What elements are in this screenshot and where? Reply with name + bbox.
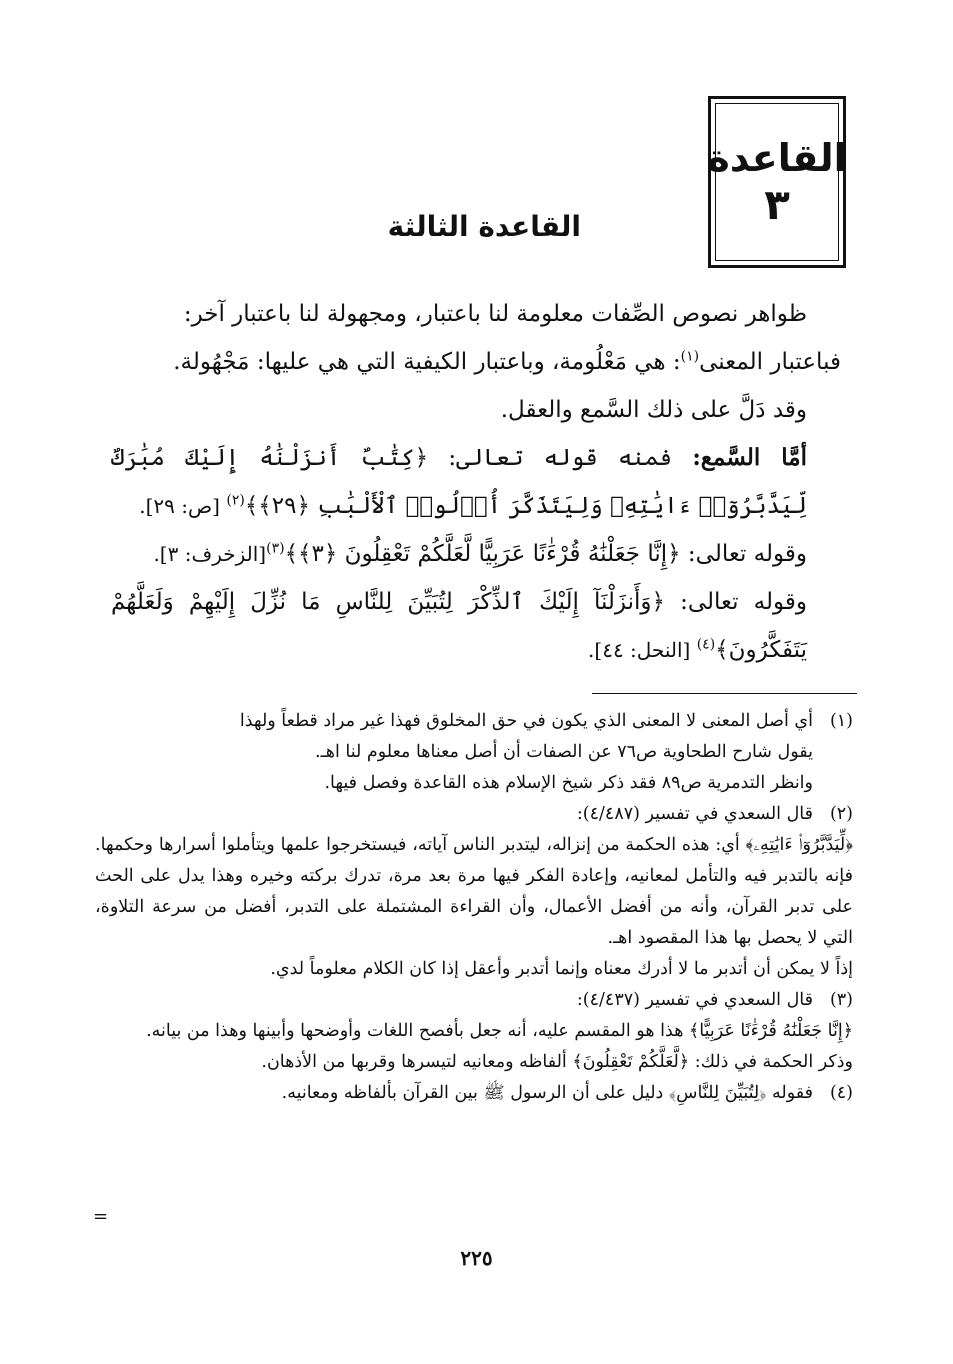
paragraph-4-lead: أمَّا السَّمع:: [692, 444, 807, 471]
rule-number-box-inner: [707, 103, 847, 261]
rule-box-word: القاعدة: [707, 136, 847, 181]
footnote-3-number: (٣): [829, 990, 853, 1010]
paragraph-2-text-a: فباعتبار المعنى: [699, 349, 841, 375]
paragraph-1: [111, 290, 841, 338]
main-text: [111, 290, 841, 674]
paragraph-3-text: وقد دَلَّ على ذلك السَّمع والعقل.: [500, 397, 807, 423]
footnote-2-line-3: إذاً لا يمكن أن أتدبر ما لا أدرك معناه وإنما أتدبر وأعقل إذا كان الكلام معلوماً لدي.: [270, 959, 853, 979]
paragraph-1-text: ظواهر نصوص الصِّفات معلومة لنا باعتبار، ومجهولة لنا باعتبار آخر:: [183, 301, 807, 327]
footnote-1-number: (١): [829, 711, 853, 731]
footnote-3: [95, 985, 853, 1078]
footnote-4-number: (٤): [829, 1083, 853, 1103]
footnote-1-line-1: أي أصل المعنى لا المعنى الذي يكون في حق المخلوق فهذا غير مراد قطعاً ولهذا: [239, 711, 813, 731]
footnote-3-line-1: قال السعدي في تفسير (٤/٤٣٧):: [576, 990, 813, 1010]
footnote-4: [95, 1078, 853, 1109]
footnotes: [95, 706, 853, 1109]
footnote-1-line-2: يقول شارح الطحاوية ص٧٦ عن الصفات أن أصل معناها معلوم لنا اهـ.: [315, 742, 813, 762]
footnote-3-line-2: ﴿إِنَّا جَعَلْنَٰهُ قُرْءَٰنًا عَرَبِيًّا﴾ هذا هو المقسم عليه، أنه جعل بأفصح اللغات وأوضحها وأبينها وهذا من بيانه.: [146, 1021, 853, 1041]
paragraph-4-citation: [ص: ٢٩].: [139, 494, 227, 518]
paragraph-5: [111, 530, 841, 578]
paragraph-2-text-b: : هي مَعْلُومة، وباعتبار الكيفية التي هي عليها: مَجْهُولة.: [173, 349, 681, 375]
footnote-ref-2[interactable]: (٢): [226, 492, 245, 509]
continuation-mark: =: [93, 1206, 109, 1227]
footnote-4-line-1: فقوله ﴿لِتُبَيِّنَ لِلنَّاسِ﴾ دليل على أن الرسول ﷺ بين القرآن بألفاظه ومعانيه.: [281, 1083, 813, 1103]
page-number: ٢٢٥: [460, 1246, 493, 1270]
paragraph-5-text: وقوله تعالى: ﴿إِنَّا جَعَلْنَٰهُ قُرْءَٰنًا عَرَبِيًّا لَّعَلَّكُمْ تَعْقِلُونَ ﴿٣﴾﴾: [284, 541, 807, 567]
rule-box-number: ٣: [764, 179, 790, 229]
paragraph-6-citation: [النحل: ٤٤].: [588, 638, 697, 662]
footnote-1-line-3: وانظر التدمرية ص٨٩ فقد ذكر شيخ الإسلام هذه القاعدة وفصل فيها.: [324, 773, 813, 793]
page-title: القاعدة الثالثة: [387, 210, 581, 243]
paragraph-4-text: فمنه قوله تعالى: ﴿كِتَٰبٌ أَنزَلْنَٰهُ إِلَيْكَ مُبَٰرَكٌ لِّيَدَّبَّرُوٓا۟ ءَايَٰتِهِۦ وَلِيَتَذَكَّرَ أُو۟لُوا۟ ٱلْأَلْبَٰبِ ﴿٢٩﴾﴾: [111, 445, 807, 519]
footnote-ref-3[interactable]: (٣): [266, 540, 285, 557]
paragraph-6-text: وقوله تعالى: ﴿وَأَنزَلْنَآ إِلَيْكَ ٱلذِّكْرَ لِتُبَيِّنَ لِلنَّاسِ مَا نُزِّلَ إِلَيْهِمْ وَلَعَلَّهُمْ يَتَفَكَّرُونَ﴾: [111, 589, 807, 663]
paragraph-3: [111, 386, 841, 434]
footnote-ref-4[interactable]: (٤): [696, 636, 716, 653]
paragraph-2: [111, 338, 841, 386]
footnote-separator: [592, 693, 857, 694]
paragraph-5-citation: [الزخرف: ٣].: [153, 542, 267, 566]
footnote-2-line-2: ﴿لِّيَدَّبَّرُوٓا۟ ءَايَٰتِهِۦ﴾ أي: هذه الحكمة من إنزاله، ليتدبر الناس آياته، فيستخرجوا علمها ويتأملوا أسرارها وحكمها. فإنه بالتدبر فيه والتأمل لمعانيه، وإعادة الفكر فيها مرة بعد مرة، تدرك بركته وخيره وهذا يدل على الحث على تدبر القرآن، وأنه من أفضل الأعمال، وأن القراءة المشتملة على التدبر، أفضل من سرعة التلاوة، التي لا يحصل بها هذا المقصود اهـ.: [95, 835, 853, 948]
footnote-2: [95, 799, 853, 985]
footnote-ref-1[interactable]: (١): [680, 348, 700, 365]
footnote-3-line-3: وذكر الحكمة في ذلك: ﴿لَّعَلَّكُمْ تَعْقِلُونَ﴾ ألفاظه ومعانيه لتيسرها وقربها من الأذهان.: [261, 1052, 853, 1072]
rule-number-box: [708, 96, 846, 268]
footnote-2-number: (٢): [829, 804, 853, 824]
footnote-1: [95, 706, 853, 799]
footnote-2-line-1: قال السعدي في تفسير (٤/٤٨٧):: [576, 804, 813, 824]
paragraph-6: [111, 578, 841, 674]
paragraph-4: [111, 434, 841, 530]
